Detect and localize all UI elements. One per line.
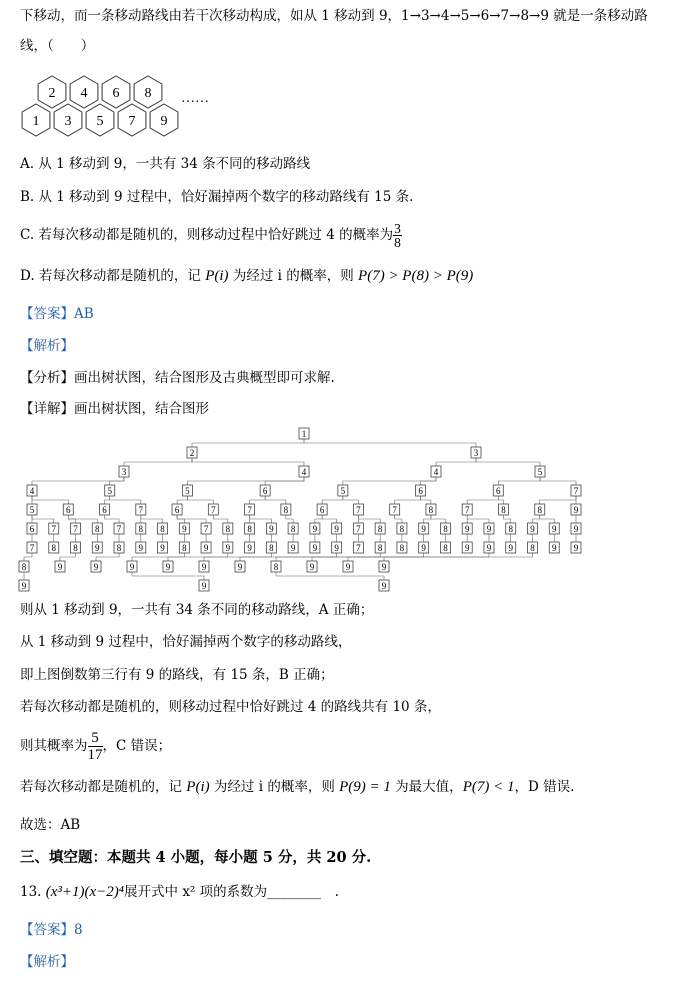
tree-node-label: 9: [381, 581, 387, 591]
tree-edge: [540, 477, 576, 485]
tree-node-label: 8: [160, 524, 165, 534]
tree-node-label: 6: [418, 486, 423, 496]
tree-edge: [436, 458, 476, 466]
tree-node-label: 7: [356, 505, 361, 515]
tree-node-label: 5: [537, 467, 543, 477]
tree-node-label: 8: [138, 524, 144, 534]
tree-edge: [431, 515, 446, 523]
tree-edge: [286, 515, 293, 523]
tree-node-label: 9: [225, 543, 231, 553]
tree-node-label: 9: [551, 543, 557, 553]
solution-line-3: 即上图倒数第三行有 9 的路线，有 15 条，B 正确；: [20, 667, 334, 683]
tree-node-label: 9: [312, 524, 318, 534]
tree-node-label: 9: [237, 562, 243, 572]
hex-9-label: 9: [160, 114, 168, 129]
answer2-label: 【答案】8: [20, 922, 83, 938]
tree-node-label: 8: [428, 505, 434, 515]
tree-node-label: 9: [334, 524, 339, 534]
tree-node-label: 6: [174, 505, 180, 515]
hex-1-label: 1: [32, 114, 40, 129]
hex-bottom-row: [22, 104, 178, 136]
q13-text: 展开式中 x² 项的系数为________ .: [124, 884, 339, 900]
tree-edge: [177, 496, 187, 504]
tree-edge: [276, 572, 384, 580]
tree-edge: [192, 458, 304, 466]
option-b: B. 从 1 移动到 9 过程中，恰好漏掉两个数字的移动路线有 15 条.: [20, 189, 414, 205]
tree-edge: [192, 439, 304, 447]
tree-node-label: 9: [93, 562, 99, 572]
tree-edge: [540, 496, 576, 504]
tree-node-label: 9: [57, 562, 63, 572]
tree-node-label: 8: [116, 543, 122, 553]
tree-node-label: 6: [262, 486, 268, 496]
tree-node-label: 9: [464, 524, 470, 534]
tree-edge: [68, 515, 97, 523]
d-sol-p7: P(7) < 1: [462, 779, 515, 795]
d-sol-a: 若每次移动都是随机的，记: [20, 779, 187, 795]
tree-node-label: 9: [573, 543, 579, 553]
tree-edge: [96, 553, 119, 561]
tree-edge: [187, 496, 213, 504]
tree-edge: [265, 477, 304, 485]
tree-node-label: 9: [573, 524, 579, 534]
tree-node-label: 9: [138, 543, 144, 553]
tree-edge: [421, 496, 431, 504]
d-sol-p9: P(9) = 1: [339, 779, 391, 795]
tree-node-label: 8: [95, 524, 100, 534]
tree-edge: [32, 515, 54, 523]
tree-node-label: 7: [51, 524, 57, 534]
tree-node-label: 8: [182, 543, 187, 553]
hex-7-label: 7: [128, 114, 136, 129]
tree-edge: [467, 515, 489, 523]
tree-edge: [358, 515, 380, 523]
tree-edge: [32, 496, 68, 504]
tree-edge: [141, 515, 163, 523]
hex-4-label: 4: [80, 86, 88, 101]
tree-node-label: 9: [421, 543, 426, 553]
tree-edge: [24, 553, 32, 561]
tree-node-label: 8: [501, 505, 506, 515]
tree-node-label: 8: [399, 543, 405, 553]
tree-node-label: 8: [247, 524, 252, 534]
tree-node-label: 8: [530, 543, 535, 553]
tree-edge: [322, 515, 337, 523]
tree-edge: [132, 572, 204, 580]
tree-node-label: 7: [464, 505, 470, 515]
hex-6-label: 6: [112, 86, 120, 101]
tree-node-label: 4: [433, 467, 439, 477]
tree-node-label: 9: [269, 524, 274, 534]
tree-node-label: 9: [486, 524, 492, 534]
option-a: A. 从 1 移动到 9，一共有 34 条不同的移动路线: [20, 156, 311, 172]
tree-node-label: 9: [201, 562, 207, 572]
tree-edge: [60, 553, 76, 561]
tree-node-label: 9: [381, 562, 387, 572]
q13-number: 13.: [20, 884, 46, 900]
tree-node-label: 7: [247, 505, 252, 515]
solution-line-2: 从 1 移动到 9 过程中，恰好漏掉两个数字的移动路线，: [20, 634, 352, 650]
tree-node-label: 8: [21, 562, 27, 572]
tree-node-label: 8: [51, 543, 57, 553]
probability-denominator: 17: [87, 747, 103, 763]
tree-edge: [498, 477, 540, 485]
tree-node-label: 5: [185, 486, 190, 496]
option-c-fraction: [393, 222, 402, 249]
tree-edge: [424, 515, 431, 523]
tree-node-label: 8: [290, 524, 296, 534]
tree-node-label: 8: [269, 543, 274, 553]
probability-tail: ，C 错误；: [102, 738, 172, 754]
tree-edge: [467, 496, 498, 504]
tree-node-label: 9: [421, 524, 426, 534]
probability-numerator: 5: [88, 730, 103, 747]
tree-edge: [304, 439, 476, 447]
tree-edge: [124, 458, 192, 466]
tree-edge: [105, 515, 120, 523]
probability-fraction: [88, 730, 103, 763]
tree-node-label: 8: [377, 543, 383, 553]
xiangjie-line: 【详解】画出树状图，结合图形: [20, 401, 209, 417]
tree-node-label: 7: [356, 543, 361, 553]
tree-node-label: 9: [530, 524, 535, 534]
tree-edge: [503, 515, 510, 523]
intro-line-2: 线，（ ）: [20, 38, 95, 54]
tree-node-label: 5: [29, 505, 35, 515]
tree-node-label: 9: [309, 562, 315, 572]
tree-node-label: 8: [73, 543, 78, 553]
tree-node-label: 9: [95, 543, 100, 553]
hex-5-label: 5: [96, 114, 104, 129]
tree-node-label: 9: [129, 562, 135, 572]
tree-node-label: 7: [211, 505, 216, 515]
tree-node-label: 7: [138, 505, 144, 515]
tree-node-label: 9: [182, 524, 187, 534]
hex-2-label: 2: [48, 86, 56, 101]
solution-line-1: 则从 1 移动到 9，一共有 34 条不同的移动路线，A 正确；: [20, 602, 374, 618]
tree-node-label: 8: [225, 524, 231, 534]
d-sol-d: ，D 错误.: [514, 779, 575, 795]
tree-edge: [110, 496, 141, 504]
hex-8-label: 8: [144, 86, 152, 101]
tree-node-label: 9: [160, 543, 165, 553]
tree-edge: [213, 515, 228, 523]
tree-edge: [110, 477, 124, 485]
tree-node-label: 9: [165, 562, 171, 572]
option-c: [20, 222, 402, 249]
tree-edge: [395, 496, 421, 504]
option-d-pi: P(i): [205, 268, 229, 284]
tree-node-label: 9: [464, 543, 470, 553]
tree-node-label: 9: [247, 543, 252, 553]
tree-node-label: 9: [312, 543, 318, 553]
question-13: [20, 882, 339, 902]
tree-edge: [265, 496, 286, 504]
tree-edge: [250, 515, 272, 523]
choose-line: 故选：AB: [20, 817, 81, 833]
tree-node-label: 7: [73, 524, 78, 534]
tree-node-label: 9: [290, 543, 296, 553]
tree-node-label: 9: [201, 581, 207, 591]
option-d: [20, 266, 473, 286]
tree-node-label: 9: [508, 543, 513, 553]
tree-node-label: 9: [345, 562, 351, 572]
probability-text: 则其概率为: [20, 738, 88, 754]
tree-node-label: 9: [573, 505, 579, 515]
tree-node-label: 8: [377, 524, 383, 534]
option-c-denominator: 8: [394, 235, 401, 250]
tree-edge: [540, 515, 555, 523]
tree-node-label: 9: [486, 543, 492, 553]
section-heading: 三、填空题：本题共 4 小题，每小题 5 分，共 20 分.: [20, 849, 372, 866]
option-c-text: C. 若每次移动都是随机的，则移动过程中恰好跳过 4 的概率为: [20, 227, 394, 243]
tree-node-label: 8: [283, 505, 289, 515]
tree-node-label: 6: [319, 505, 325, 515]
tree-node-label: 6: [496, 486, 501, 496]
tree-node-label: 3: [121, 467, 127, 477]
tree-edge: [105, 496, 110, 504]
tree-node-label: 7: [116, 524, 122, 534]
option-d-text: D. 若每次移动都是随机的，记: [20, 268, 206, 284]
tree-edge: [177, 515, 206, 523]
option-d-solution: [20, 777, 574, 797]
hexagon-figure: [18, 72, 258, 142]
tree-node-label: 8: [399, 524, 405, 534]
tree-node-label: 9: [334, 543, 339, 553]
fenxi-line: 【分析】画出树状图，结合图形及古典概型即可求解.: [20, 370, 335, 386]
tree-edge: [315, 515, 322, 523]
option-d-inequality: P(7) > P(8) > P(9): [358, 268, 474, 284]
tree-node-label: 6: [102, 505, 107, 515]
tree-node-label: 7: [573, 486, 579, 496]
probability-line: [20, 730, 171, 763]
d-sol-b: 为经过 i 的概率，则: [209, 779, 340, 795]
tree-node-label: 8: [443, 543, 448, 553]
tree-edge: [384, 553, 532, 561]
tree-node-label: 7: [392, 505, 397, 515]
tree-node-label: 8: [537, 505, 542, 515]
option-c-numerator: 3: [394, 221, 401, 236]
hex-3-label: 3: [64, 114, 72, 129]
analysis2-label: 【解析】: [20, 954, 74, 970]
tree-edge: [395, 515, 402, 523]
tree-node-label: 8: [508, 524, 513, 534]
option-d-mid: 为经过 i 的概率，则: [228, 268, 359, 284]
tree-node-label: 2: [189, 448, 195, 458]
hex-ellipsis: ……: [181, 91, 209, 106]
q13-expression: (x³+1)(x−2)⁴: [45, 884, 125, 900]
tree-node-label: 4: [29, 486, 35, 496]
tree-node-label: 4: [301, 467, 307, 477]
tree-node-label: 3: [473, 448, 479, 458]
tree-edge: [343, 496, 359, 504]
tree-diagram: [14, 424, 594, 594]
tree-node-label: 6: [66, 505, 71, 515]
intro-line-1: 下移动，而一条移动路线由若干次移动构成，如从 1 移动到 9，1→3→4→5→6→7→8→9 就是一条移动路: [20, 8, 648, 24]
tree-edge: [421, 477, 436, 485]
tree-node-label: 8: [443, 524, 448, 534]
analysis-label: 【解析】: [20, 338, 74, 354]
hex-top-row: [38, 76, 162, 108]
tree-edge: [498, 496, 503, 504]
solution-line-4: 若每次移动都是随机的，则移动过程中恰好跳过 4 的路线共有 10 条，: [20, 699, 441, 715]
tree-edge: [250, 496, 266, 504]
tree-node-label: 5: [340, 486, 346, 496]
tree-node-label: 7: [203, 524, 209, 534]
tree-node-label: 5: [107, 486, 112, 496]
tree-node-label: 9: [203, 543, 209, 553]
tree-node-label: 9: [21, 581, 27, 591]
tree-node-label: 9: [551, 524, 557, 534]
d-sol-pi: P(i): [186, 779, 210, 795]
tree-edge: [476, 458, 540, 466]
tree-edge: [532, 515, 539, 523]
tree-node-label: 7: [29, 543, 35, 553]
tree-edge: [322, 496, 343, 504]
tree-node-label: 7: [356, 524, 361, 534]
answer-label: 【答案】AB: [20, 306, 94, 322]
tree-node-label: 8: [273, 562, 279, 572]
tree-node-label: 1: [301, 429, 307, 439]
tree-node-label: 6: [29, 524, 35, 534]
d-sol-c: 为最大值，: [390, 779, 463, 795]
